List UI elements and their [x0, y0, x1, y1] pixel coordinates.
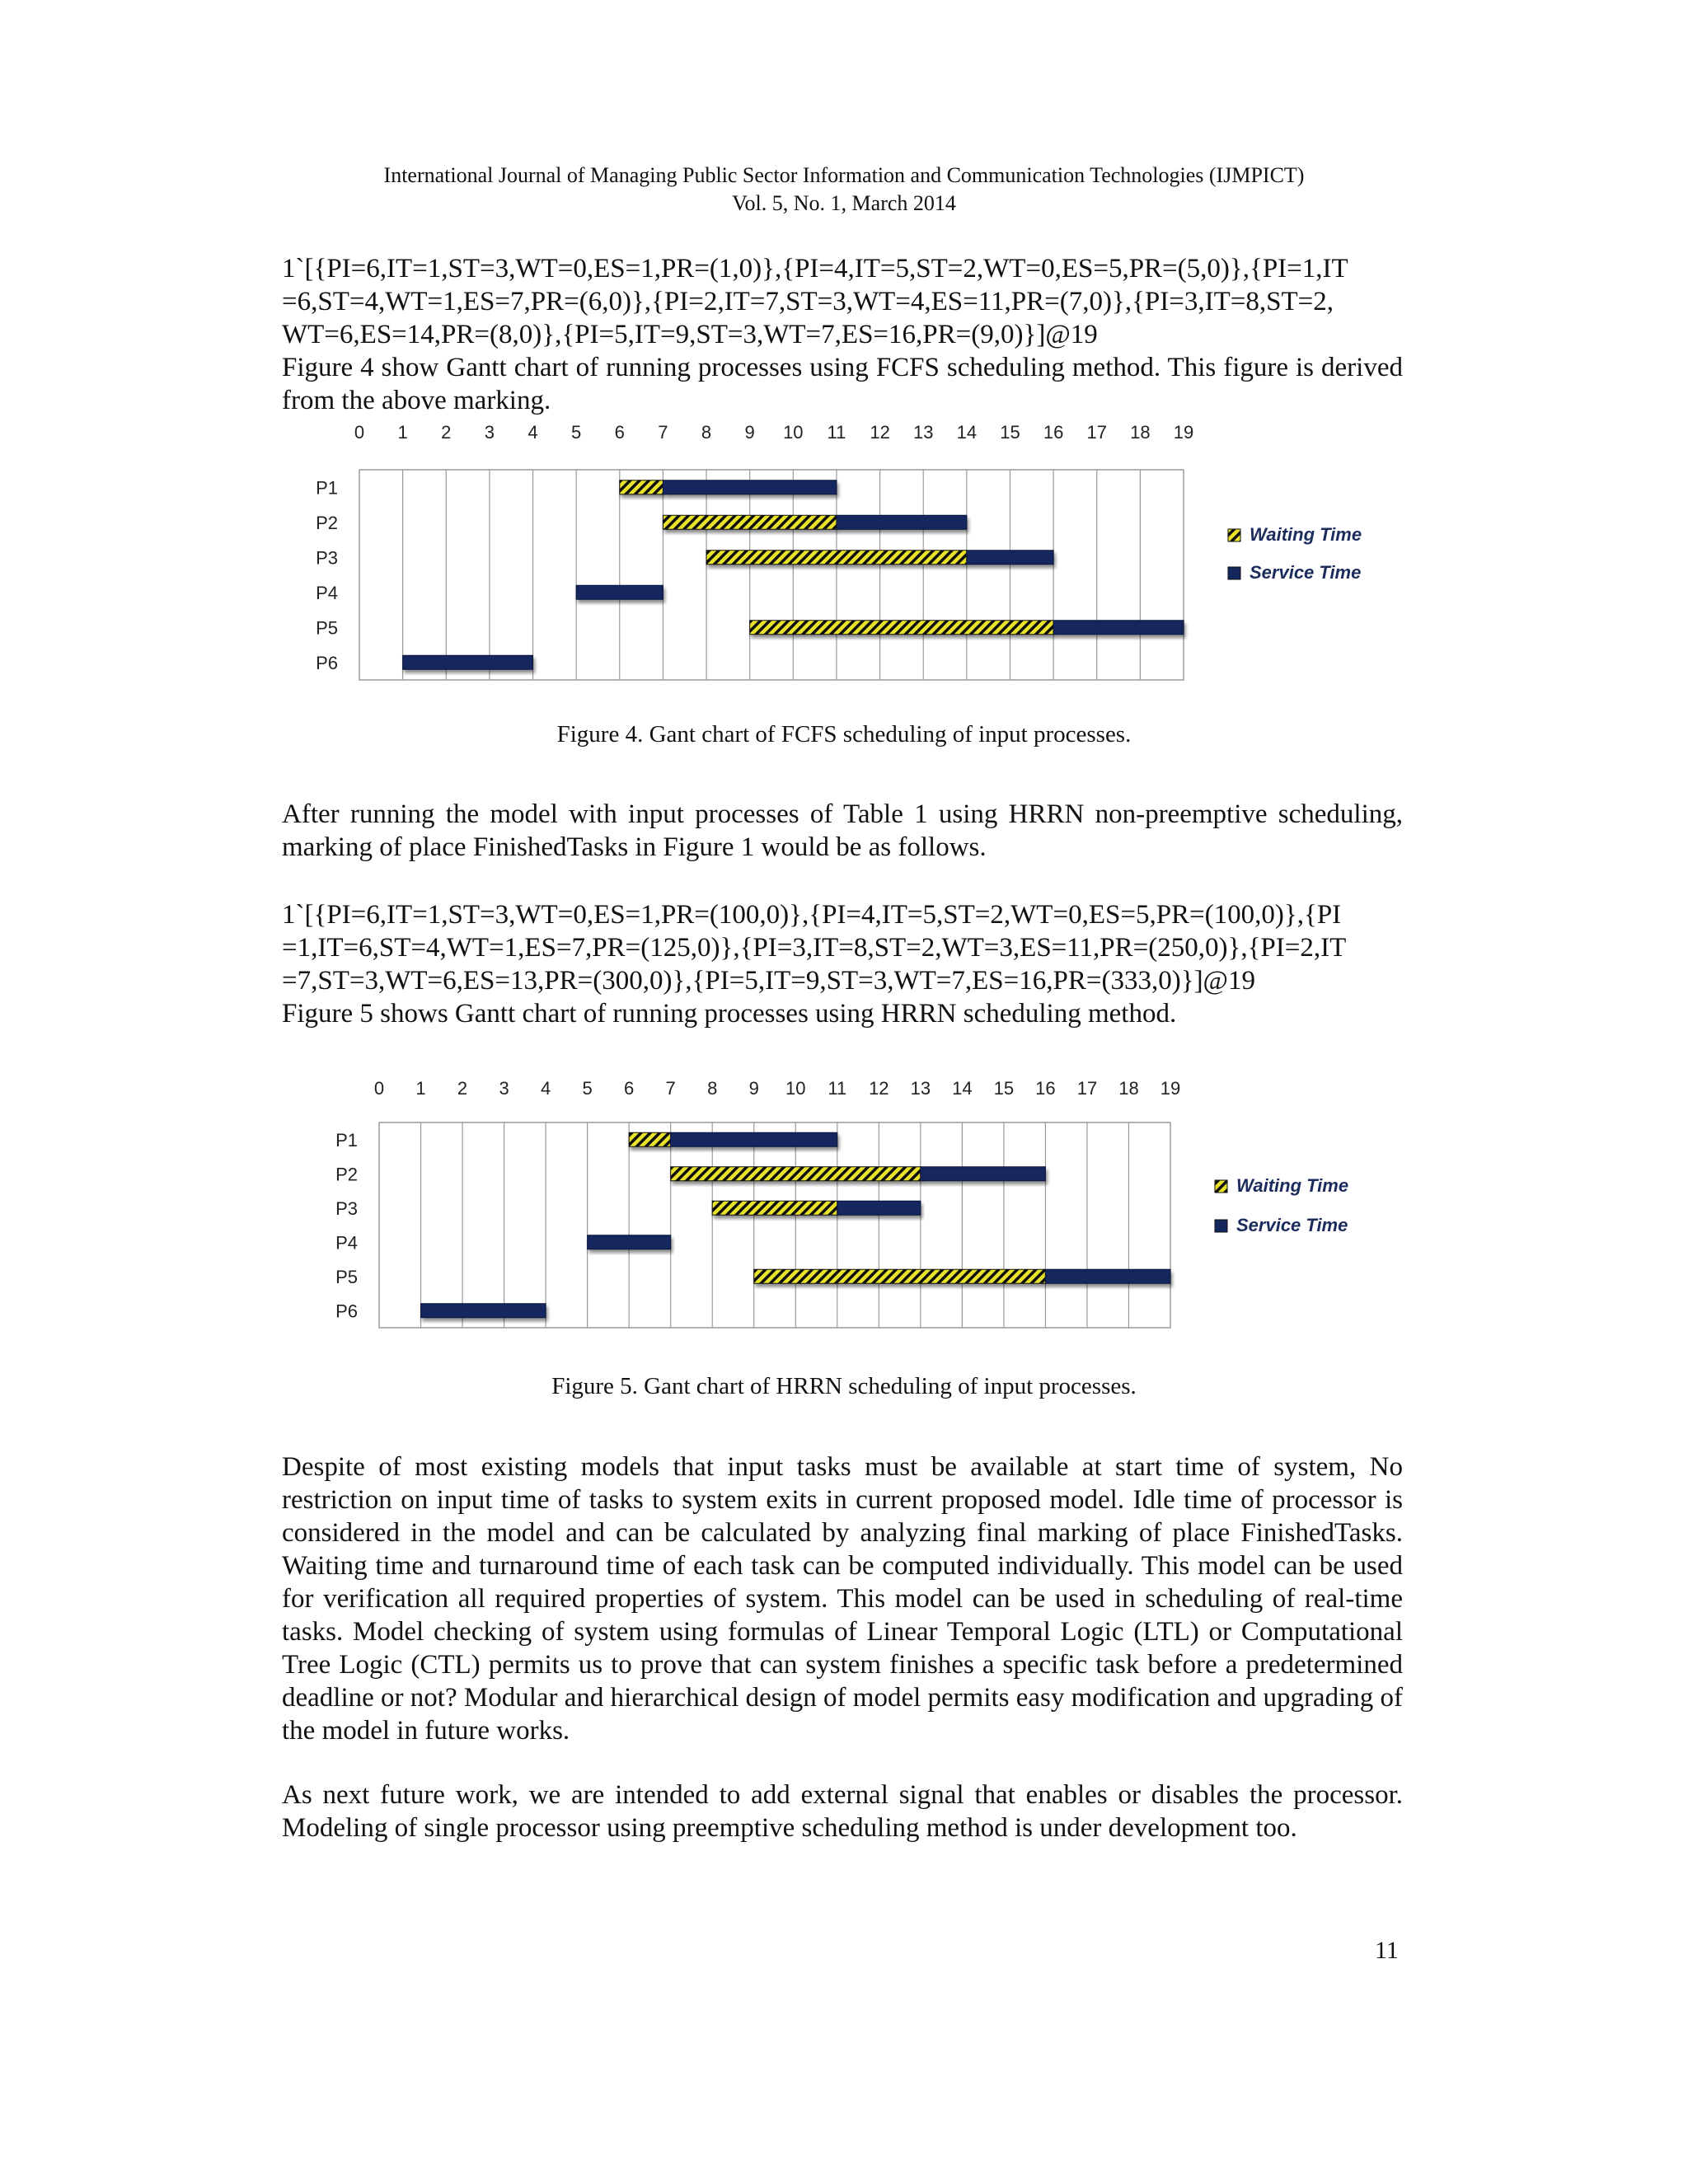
marking-hrrn: [282, 898, 1403, 997]
x-tick-label: 0: [354, 422, 365, 443]
journal-header: [0, 162, 1688, 218]
journal-issue: Vol. 5, No. 1, March 2014: [732, 191, 956, 215]
waiting-bar-p1: [629, 1132, 671, 1146]
plot-area: [379, 1122, 1170, 1328]
x-tick-label: 8: [701, 422, 712, 443]
x-tick-label: 11: [828, 1078, 847, 1099]
x-tick-label: 7: [665, 1078, 676, 1099]
process-label: P2: [316, 512, 338, 533]
x-tick-label: 1: [397, 422, 408, 443]
service-bar-p2: [837, 515, 967, 529]
x-tick-label: 3: [499, 1078, 509, 1099]
x-tick-label: 3: [484, 422, 495, 443]
waiting-bar-p2: [671, 1167, 921, 1181]
x-tick-label: 15: [1000, 422, 1020, 443]
legend-waiting-swatch: [1215, 1180, 1227, 1193]
x-tick-label: 6: [614, 422, 625, 443]
x-tick-label: 15: [993, 1078, 1015, 1099]
process-label: P4: [335, 1232, 358, 1254]
fig4-caption: Figure 4. Gant chart of FCFS scheduling of input processes.: [556, 721, 1132, 748]
x-tick-label: 17: [1086, 422, 1107, 443]
x-tick-label: 12: [869, 1078, 889, 1099]
process-label: P6: [335, 1301, 358, 1322]
x-tick-label: 14: [956, 422, 978, 443]
fig4-intro: Figure 4 show Gantt chart of running processes using FCFS scheduling method. This figure is derived from the above marking.: [282, 353, 1403, 415]
process-label: P1: [335, 1129, 358, 1151]
x-tick-label: 14: [952, 1078, 973, 1099]
x-tick-label: 18: [1118, 1078, 1139, 1099]
x-tick-label: 13: [910, 1078, 931, 1099]
service-bar-p3: [837, 1201, 921, 1215]
service-bar-p6: [421, 1304, 546, 1318]
journal-title: International Journal of Managing Public Sector Information and Communication Technologies (IJMPICT): [383, 163, 1305, 187]
process-label: P3: [316, 547, 338, 569]
marking-fcfs: [282, 252, 1403, 351]
x-tick-label: 9: [748, 1078, 759, 1099]
process-label: P5: [316, 617, 338, 639]
x-tick-label: 1: [415, 1078, 426, 1099]
x-tick-label: 13: [912, 422, 934, 443]
waiting-bar-p2: [663, 515, 837, 529]
legend-waiting-swatch: [1228, 529, 1240, 541]
process-label: P6: [316, 652, 338, 673]
service-bar-p4: [576, 585, 663, 599]
waiting-bar-p3: [706, 551, 967, 565]
x-tick-label: 10: [785, 1078, 806, 1099]
x-tick-label: 19: [1160, 1078, 1181, 1099]
x-tick-label: 11: [827, 422, 846, 443]
hrrn-paragraph: After running the model with input processes of Table 1 using HRRN non-preemptive scheduling, marking of place FinishedTasks in Figure 1 would be as follows.: [282, 799, 1403, 862]
future-work-paragraph: As next future work, we are intended to add external signal that enables or disables the processor. Modeling of single processor using preemptive scheduling method is under development too.: [282, 1780, 1403, 1843]
x-tick-label: 17: [1076, 1078, 1098, 1099]
marking-line: =1,IT=6,ST=4,WT=1,ES=7,PR=(125,0)},{PI=3,IT=8,ST=2,WT=3,ES=11,PR=(250,0)},{PI=2,IT: [282, 933, 1347, 963]
page-number: 11: [1375, 1937, 1399, 1964]
marking-line: 1`[{PI=6,IT=1,ST=3,WT=0,ES=1,PR=(100,0)},{PI=4,IT=5,ST=2,WT=0,ES=5,PR=(100,0)},{PI: [282, 900, 1342, 930]
process-label: P1: [316, 477, 338, 499]
x-tick-label: 0: [373, 1078, 385, 1099]
x-tick-label: 10: [783, 422, 804, 443]
service-bar-p5: [1045, 1269, 1170, 1283]
x-tick-label: 4: [540, 1078, 551, 1099]
x-tick-label: 18: [1130, 422, 1151, 443]
x-tick-label: 2: [441, 422, 452, 443]
marking-line: 1`[{PI=6,IT=1,ST=3,WT=0,ES=1,PR=(1,0)},{PI=4,IT=5,ST=2,WT=0,ES=5,PR=(5,0)},{PI=1,IT: [282, 254, 1348, 284]
process-label: P3: [335, 1197, 358, 1219]
service-bar-p2: [921, 1167, 1046, 1181]
legend-service-swatch: [1228, 567, 1240, 579]
legend-waiting-label: Waiting Time: [1236, 1175, 1349, 1196]
x-tick-label: 7: [658, 422, 668, 443]
x-tick-label: 9: [744, 422, 755, 443]
x-tick-label: 12: [870, 422, 890, 443]
waiting-bar-p5: [754, 1269, 1046, 1283]
waiting-bar-p5: [750, 621, 1053, 635]
service-bar-p3: [967, 551, 1053, 565]
x-tick-label: 5: [571, 422, 582, 443]
x-tick-label: 2: [457, 1078, 468, 1099]
fig5-intro: Figure 5 shows Gantt chart of running processes using HRRN scheduling method.: [282, 999, 1177, 1029]
process-label: P2: [335, 1164, 358, 1185]
process-label: P4: [316, 582, 338, 603]
service-bar-p5: [1053, 621, 1184, 635]
marking-line: =7,ST=3,WT=6,ES=13,PR=(300,0)},{PI=5,IT=9,ST=3,WT=7,ES=16,PR=(333,0)}]@19: [282, 966, 1255, 996]
x-tick-label: 5: [582, 1078, 593, 1099]
x-tick-label: 16: [1043, 422, 1064, 443]
service-bar-p4: [588, 1235, 671, 1249]
gantt-chart-fcfs: [297, 420, 1409, 692]
discussion-paragraph: Despite of most existing models that input tasks must be available at start time of system, No restriction on input time of tasks to system exits in current proposed model. Idle time of processor is considered in the model and can be calculated by analyzing final marking of place FinishedTasks. Waiting time and turnaround time of each task can be computed individually. This model can be used for verification all required properties of system. This model can be used in scheduling of real-time tasks. Model checking of system using formulas of Linear Temporal Logic (LTL) or Computational Tree Logic (CTL) permits us to prove that can system finishes a specific task before a predetermined deadline or not? Modular and hierarchical design of model permits easy modification and upgrading of the model in future works.: [282, 1452, 1403, 1746]
legend-service-label: Service Time: [1236, 1215, 1348, 1235]
x-tick-label: 6: [624, 1078, 635, 1099]
fig5-caption: Figure 5. Gant chart of HRRN scheduling of input processes.: [551, 1373, 1137, 1399]
marking-line: WT=6,ES=14,PR=(8,0)},{PI=5,IT=9,ST=3,WT=7,ES=16,PR=(9,0)}]@19: [282, 320, 1098, 349]
x-tick-label: 8: [707, 1078, 718, 1099]
x-tick-label: 16: [1035, 1078, 1056, 1099]
x-tick-label: 4: [528, 422, 538, 443]
legend-service-label: Service Time: [1250, 562, 1362, 583]
service-bar-p1: [663, 480, 837, 494]
service-bar-p1: [671, 1132, 837, 1146]
marking-line: =6,ST=4,WT=1,ES=7,PR=(6,0)},{PI=2,IT=7,ST=3,WT=4,ES=11,PR=(7,0)},{PI=3,IT=8,ST=2,: [282, 287, 1334, 316]
waiting-bar-p3: [712, 1201, 837, 1215]
legend-service-swatch: [1215, 1220, 1227, 1232]
gantt-chart-hrrn: [313, 1076, 1409, 1340]
x-tick-label: 19: [1173, 422, 1194, 443]
plot-area: [359, 470, 1184, 680]
legend-waiting-label: Waiting Time: [1250, 524, 1362, 545]
service-bar-p6: [403, 655, 533, 669]
process-label: P5: [335, 1266, 358, 1287]
waiting-bar-p1: [620, 480, 663, 494]
